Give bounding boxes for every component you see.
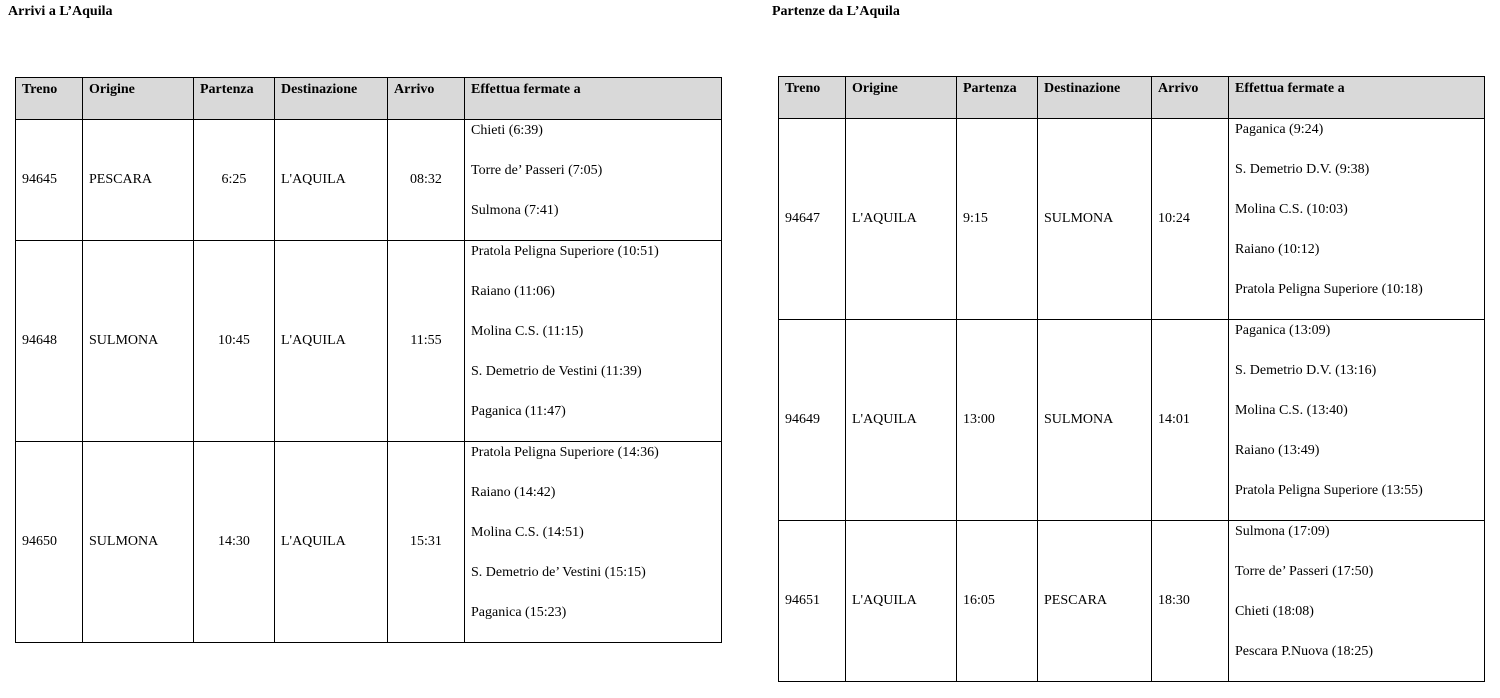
- departures-table: [778, 76, 1485, 682]
- departures-body: [779, 119, 1485, 682]
- stop-item: Pescara P.Nuova (18:25): [1235, 644, 1374, 659]
- stop-item: Pratola Peligna Superiore (10:51): [471, 244, 659, 259]
- stop-item: Torre de’ Passeri (7:05): [471, 163, 603, 178]
- stop-item: Pratola Peligna Superiore (10:18): [1235, 282, 1423, 297]
- arrival-time-cell: 18:30: [1152, 521, 1229, 682]
- stop-item: Pratola Peligna Superiore (13:55): [1235, 483, 1423, 498]
- arrivals-table: [15, 77, 722, 643]
- destination-cell: L'AQUILA: [275, 120, 388, 241]
- stop-item: S. Demetrio de’ Vestini (15:15): [471, 565, 646, 580]
- arrival-time-cell: 10:24: [1152, 119, 1229, 320]
- header-arrivo: Arrivo: [1152, 77, 1229, 119]
- table-row: [16, 120, 722, 241]
- table-row: [16, 442, 722, 643]
- stop-item: Raiano (11:06): [471, 284, 555, 299]
- departures-title: Partenze da L’Aquila: [772, 4, 900, 19]
- destination-cell: L'AQUILA: [275, 241, 388, 442]
- departure-time-cell: 9:15: [957, 119, 1038, 320]
- destination-cell: L'AQUILA: [275, 442, 388, 643]
- train-number-cell: 94645: [16, 120, 83, 241]
- departure-time-cell: 6:25: [194, 120, 275, 241]
- departure-time-cell: 13:00: [957, 320, 1038, 521]
- origin-cell: L'AQUILA: [846, 320, 957, 521]
- train-number-cell: 94651: [779, 521, 846, 682]
- stops-cell: [465, 442, 722, 643]
- origin-cell: L'AQUILA: [846, 521, 957, 682]
- origin-cell: L'AQUILA: [846, 119, 957, 320]
- header-origine: Origine: [83, 78, 194, 120]
- departure-time-cell: 16:05: [957, 521, 1038, 682]
- table-row: [779, 521, 1485, 682]
- stop-item: Torre de’ Passeri (17:50): [1235, 564, 1374, 579]
- table-row: [779, 320, 1485, 521]
- header-fermate: Effettua fermate a: [465, 78, 722, 120]
- destination-cell: SULMONA: [1038, 119, 1152, 320]
- stops-cell: [1229, 119, 1485, 320]
- train-number-cell: 94650: [16, 442, 83, 643]
- arrival-time-cell: 15:31: [388, 442, 465, 643]
- stop-item: Molina C.S. (13:40): [1235, 403, 1348, 418]
- header-origine: Origine: [846, 77, 957, 119]
- header-destinazione: Destinazione: [275, 78, 388, 120]
- header-row: [16, 78, 722, 120]
- stop-item: Molina C.S. (14:51): [471, 525, 584, 540]
- header-fermate: Effettua fermate a: [1229, 77, 1485, 119]
- header-destinazione: Destinazione: [1038, 77, 1152, 119]
- origin-cell: SULMONA: [83, 241, 194, 442]
- destination-cell: SULMONA: [1038, 320, 1152, 521]
- departure-time-cell: 10:45: [194, 241, 275, 442]
- stops-cell: [465, 241, 722, 442]
- stop-item: Molina C.S. (11:15): [471, 324, 584, 339]
- stop-item: Raiano (13:49): [1235, 443, 1320, 458]
- stop-item: Chieti (18:08): [1235, 604, 1314, 619]
- stop-item: Paganica (11:47): [471, 404, 566, 419]
- stop-item: Paganica (15:23): [471, 605, 567, 620]
- train-number-cell: 94648: [16, 241, 83, 442]
- origin-cell: SULMONA: [83, 442, 194, 643]
- stop-item: Raiano (10:12): [1235, 242, 1320, 257]
- stop-item: Paganica (9:24): [1235, 122, 1324, 137]
- stop-item: S. Demetrio D.V. (13:16): [1235, 363, 1377, 378]
- arrivals-title: Arrivi a L’Aquila: [8, 4, 113, 19]
- train-number-cell: 94647: [779, 119, 846, 320]
- header-row: [779, 77, 1485, 119]
- stop-item: Chieti (6:39): [471, 123, 543, 138]
- header-treno: Treno: [779, 77, 846, 119]
- stops-cell: [1229, 320, 1485, 521]
- arrival-time-cell: 08:32: [388, 120, 465, 241]
- stop-item: Sulmona (7:41): [471, 203, 559, 218]
- stops-cell: [1229, 521, 1485, 682]
- header-arrivo: Arrivo: [388, 78, 465, 120]
- stop-item: Raiano (14:42): [471, 485, 556, 500]
- stop-item: Sulmona (17:09): [1235, 524, 1330, 539]
- table-row: [16, 241, 722, 442]
- arrival-time-cell: 11:55: [388, 241, 465, 442]
- table-row: [779, 119, 1485, 320]
- destination-cell: PESCARA: [1038, 521, 1152, 682]
- stop-item: S. Demetrio D.V. (9:38): [1235, 162, 1370, 177]
- stop-item: Pratola Peligna Superiore (14:36): [471, 445, 659, 460]
- stop-item: S. Demetrio de Vestini (11:39): [471, 364, 642, 379]
- arrival-time-cell: 14:01: [1152, 320, 1229, 521]
- arrivals-body: [16, 120, 722, 643]
- header-partenza: Partenza: [194, 78, 275, 120]
- stop-item: Paganica (13:09): [1235, 323, 1331, 338]
- departure-time-cell: 14:30: [194, 442, 275, 643]
- header-treno: Treno: [16, 78, 83, 120]
- origin-cell: PESCARA: [83, 120, 194, 241]
- stop-item: Molina C.S. (10:03): [1235, 202, 1348, 217]
- train-number-cell: 94649: [779, 320, 846, 521]
- stops-cell: [465, 120, 722, 241]
- header-partenza: Partenza: [957, 77, 1038, 119]
